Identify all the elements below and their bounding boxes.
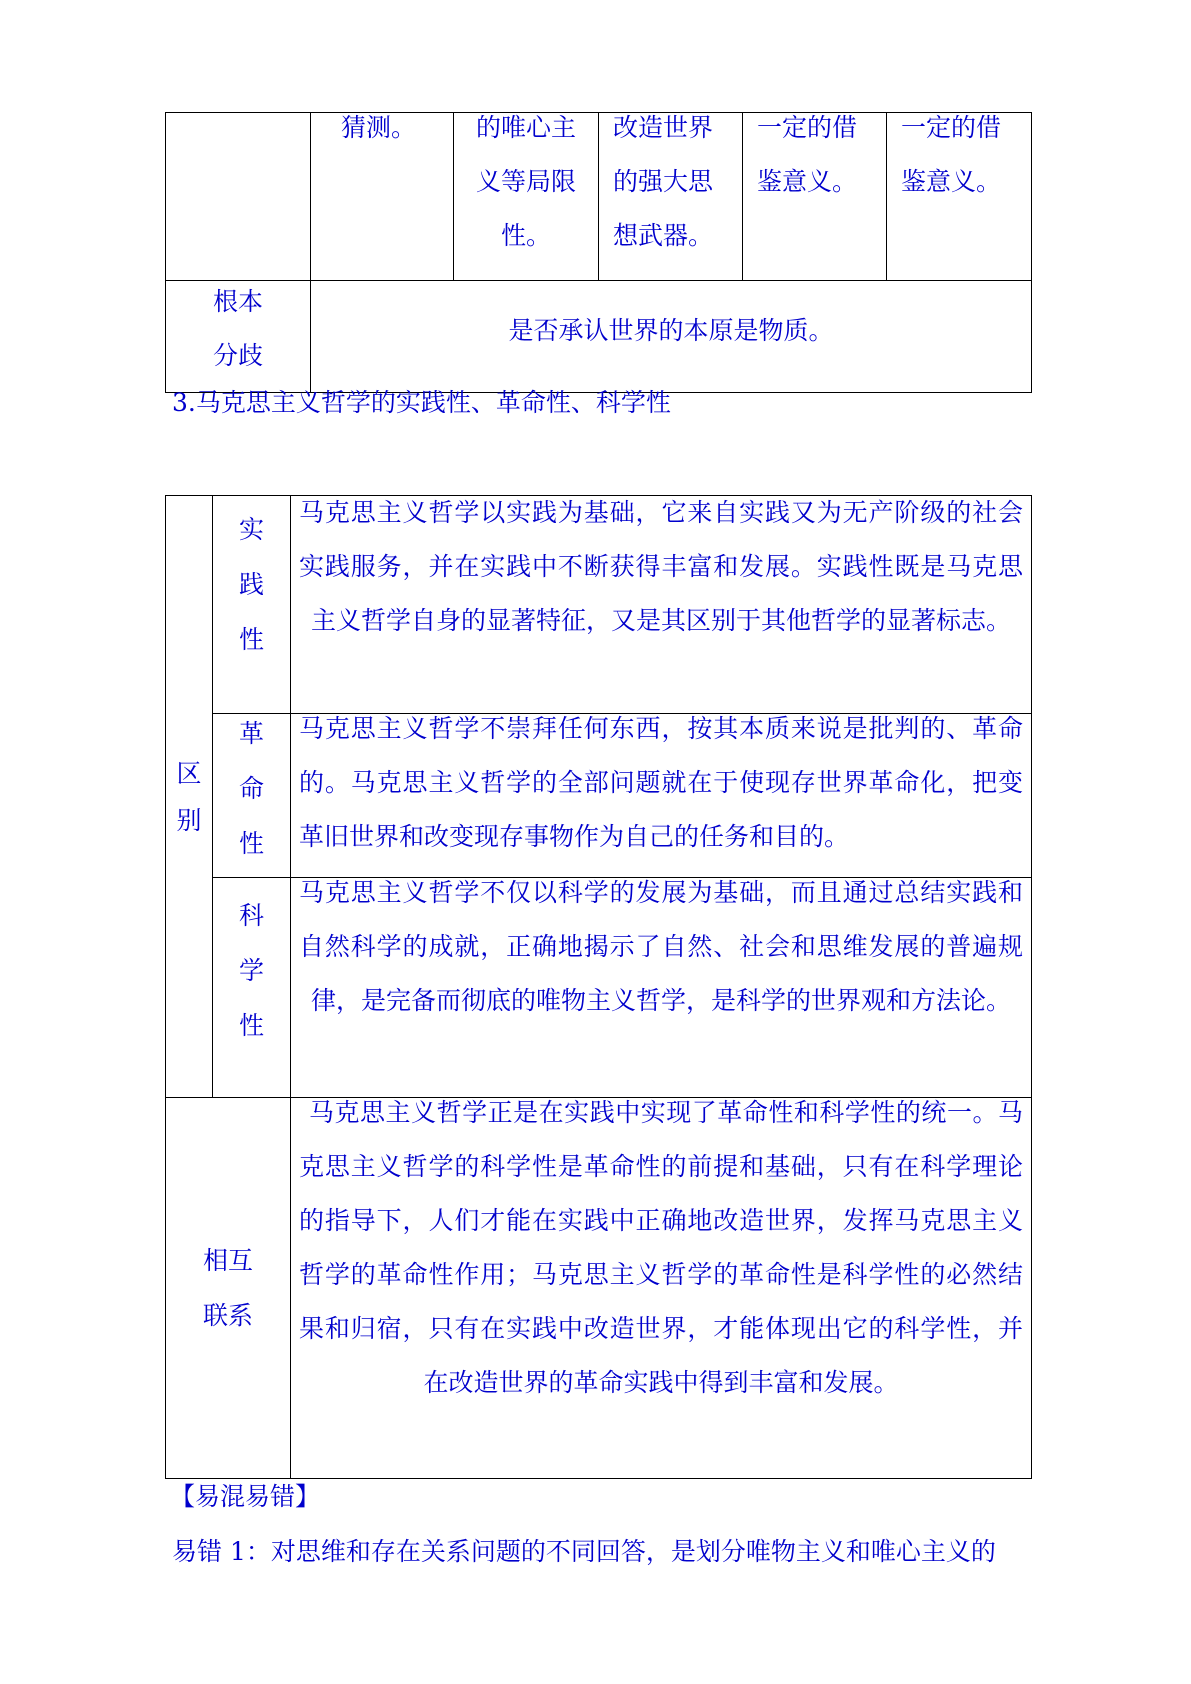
table-row bbox=[166, 113, 1032, 281]
row-label-cell bbox=[213, 878, 291, 1098]
row-label: 相互联系 bbox=[202, 1246, 253, 1330]
table-row bbox=[166, 496, 1032, 714]
cell-text: 是否承认世界的本原是物质。 bbox=[508, 315, 834, 345]
row-label-cell bbox=[166, 281, 311, 393]
cell-text: 马克思主义哲学正是在实践中实现了革命性和科学性的统一。马克思主义哲学的科学性是革命性的前提和基础，只有在科学理论的指导下，人们才能在实践中正确地改造世界，发挥马克思主义哲学的革命性作用；马克思主义哲学的革命性是科学性的必然结果和归宿，只有在实践中改造世界，才能体现出它的科学性，并在改造世界的革命实践中得到丰富和发展。 bbox=[299, 1098, 1023, 1397]
group-label-cell bbox=[166, 496, 213, 1098]
comparison-table-continuation bbox=[165, 112, 1032, 393]
table-cell bbox=[887, 113, 1032, 281]
row-label-cell bbox=[166, 1098, 291, 1479]
row-label: 实践性 bbox=[238, 515, 264, 654]
table-cell bbox=[311, 281, 1032, 393]
table-row bbox=[166, 281, 1032, 393]
table-cell bbox=[311, 113, 454, 281]
cell-text: 的唯心主义等局限性。 bbox=[475, 113, 576, 250]
row-label: 根本分歧 bbox=[212, 287, 263, 370]
table-cell bbox=[454, 113, 599, 281]
mistake-1-text: 易错 1：对思维和存在关系问题的不同回答，是划分唯物主义和唯心主义的 bbox=[172, 1537, 996, 1566]
cell-text: 改造世界的强大思想武器。 bbox=[613, 113, 714, 250]
properties-table bbox=[165, 495, 1032, 1479]
table-cell bbox=[291, 878, 1032, 1098]
table-cell bbox=[291, 714, 1032, 878]
row-label: 科学性 bbox=[238, 901, 264, 1040]
table-row bbox=[166, 1098, 1032, 1479]
table-row bbox=[166, 714, 1032, 878]
table-row bbox=[166, 878, 1032, 1098]
table-cell bbox=[743, 113, 887, 281]
row-label-cell bbox=[213, 496, 291, 714]
mistakes-heading: 【易混易错】 bbox=[170, 1482, 321, 1511]
table-cell bbox=[166, 113, 311, 281]
row-label-cell bbox=[213, 714, 291, 878]
cell-text: 马克思主义哲学以实践为基础，它来自实践又为无产阶级的社会实践服务，并在实践中不断获得丰富和发展。实践性既是马克思主义哲学自身的显著特征，又是其区别于其他哲学的显著标志。 bbox=[299, 498, 1023, 635]
table-cell bbox=[599, 113, 743, 281]
cell-text: 马克思主义哲学不崇拜任何东西，按其本质来说是批判的、革命的。马克思主义哲学的全部问题就在于使现存世界革命化，把变革旧世界和改变现存事物作为自己的任务和目的。 bbox=[299, 714, 1023, 851]
cell-text: 猜测。 bbox=[341, 113, 417, 142]
cell-text: 一定的借鉴意义。 bbox=[757, 113, 858, 196]
cell-text: 马克思主义哲学不仅以科学的发展为基础，而且通过总结实践和自然科学的成就，正确地揭示了自然、社会和思维发展的普遍规律，是完备而彻底的唯物主义哲学，是科学的世界观和方法论。 bbox=[299, 878, 1023, 1015]
table-cell bbox=[291, 1098, 1032, 1479]
row-label: 革命性 bbox=[238, 719, 264, 858]
table-cell bbox=[291, 496, 1032, 714]
cell-text: 一定的借鉴意义。 bbox=[901, 113, 1002, 196]
group-label: 区别 bbox=[176, 758, 202, 835]
section-heading: 3.马克思主义哲学的实践性、革命性、科学性 bbox=[172, 388, 671, 417]
